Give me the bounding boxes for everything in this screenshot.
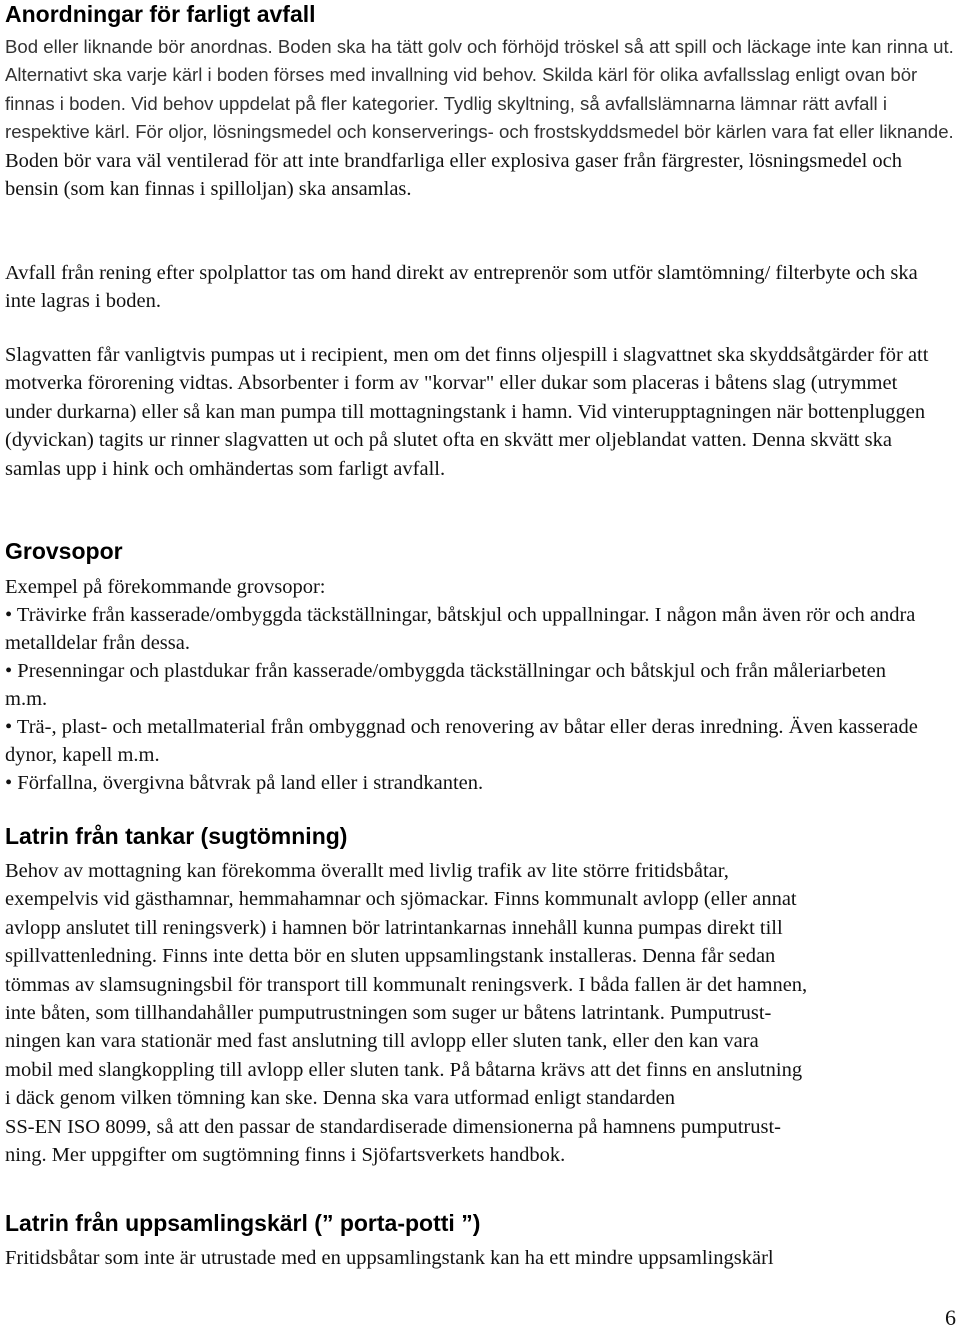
paragraph-spolplattor: Avfall från rening efter spolplattor tas om hand direkt av entreprenör som utför slamtömning/ filterbyte och ska inte lagras i boden. xyxy=(5,262,918,313)
heading-latrin-tankar: Latrin från tankar (sugtömning) xyxy=(5,823,348,849)
latrin-line: i däck genom vilken tömning kan ske. Denna ska vara utformad enligt standarden xyxy=(5,1087,676,1110)
latrin-line: spillvattenledning. Finns inte detta bör en sluten uppsamlingstank installeras. Denna får sedan xyxy=(5,945,776,968)
latrin-line: mobil med slangkoppling till avlopp eller sluten tank. På båtarna krävs att det finns en anslutning xyxy=(5,1058,803,1081)
paragraph-slagvatten: Slagvatten får vanligtvis pumpas ut i recipient, men om det finns oljespill i slagvattnet ska skyddsåtgärder för att motverka förorening vidtas. Absorbenter i form av "korvar" eller dukar som placeras i båtens slag (utrymmet under durkarna) eller så kan man pumpa till mottagningstank i hamn. Vid vinterupptagningen när bottenpluggen (dyvickan) tagits ur rinner slagvatten ut och på slutet ofta en skvätt mer oljeblandat vatten. Denna skvätt ska samlas upp i hink och omhändertas som farligt avfall. xyxy=(5,344,929,480)
grovsopor-bullet-2: • Presenningar och plastdukar från kasserade/ombyggda täckställningar och båtskjul och från måleriarbeten m.m. xyxy=(5,660,886,711)
grovsopor-bullet-3: • Trä-, plast- och metallmaterial från ombyggnad och renovering av båtar eller deras inredning. Även kasserade dynor, kapell m.m. xyxy=(5,716,918,767)
latrin-line: avlopp anslutet till reningsverk) i hamnen bör latrintankarnas innehåll kunna pumpas direkt till xyxy=(5,916,783,939)
heading-latrin-uppsamling: Latrin från uppsamlingskärl (” porta-potti ”) xyxy=(5,1210,481,1236)
latrin-line: ningen kan vara stationär med fast anslutning till avlopp eller sluten tank, eller den kan vara xyxy=(5,1030,759,1053)
latrin-line: Behov av mottagning kan förekomma överallt med livlig trafik av lite större fritidsbåtar, xyxy=(5,860,729,882)
latrin-line: exempelvis vid gästhamnar, hemmahamnar och sjömackar. Finns kommunalt avlopp (eller annat xyxy=(5,888,797,911)
paragraph-bod-sans: Bod eller liknande bör anordnas. Boden ska ha tätt golv och förhöjd tröskel så att spill och läckage inte kan rinna ut. Alternativt ska varje kärl i boden förses med invallning vid behov. Skilda kärl för olika avfallsslag enligt ovan bör finnas i boden. Vid behov uppdelat på fler kategorier. Tydlig skyltning, så avfallslämnarna lämnar rätt avfall i respektive kärl. För oljor, lösningsmedel och konserverings- och frostskyddsmedel bör kärlen vara fat eller liknande. xyxy=(5,36,954,143)
paragraph-bod-serif: Boden bör vara väl ventilerad för att inte brandfarliga eller explosiva gaser från färgrester, lösningsmedel och bensin (som kan finnas i spilloljan) ska ansamlas. xyxy=(5,149,903,201)
heading-farligt-avfall: Anordningar för farligt avfall xyxy=(5,1,316,27)
paragraph-latrin-tankar xyxy=(5,857,960,1169)
latrin-line: inte båten, som tillhandahåller pumputrustningen som suger ur båtens latrintank. Pumputrust- xyxy=(5,1002,772,1025)
latrin-line: ning. Mer uppgifter om sugtömning finns i Sjöfartsverkets handbok. xyxy=(5,1144,566,1167)
grovsopor-bullet-1: • Trävirke från kasserade/ombyggda täckställningar, båtskjul och uppallningar. I någon mån även rör och andra metalldelar från dessa. xyxy=(5,604,916,655)
grovsopor-bullet-4: • Förfallna, övergivna båtvrak på land eller i strandkanten. xyxy=(5,772,484,794)
page-number: 6 xyxy=(945,1305,956,1330)
latrin-line: tömmas av slamsugningsbil för transport till kommunalt reningsverk. I båda fallen är det hamnen, xyxy=(5,973,808,996)
paragraph-bod xyxy=(5,33,957,203)
paragraph-latrin-uppsamling: Fritidsbåtar som inte är utrustade med en uppsamlingstank kan ha ett mindre uppsamlingskärl xyxy=(5,1247,774,1269)
heading-grovsopor: Grovsopor xyxy=(5,538,123,564)
latrin-line: SS-EN ISO 8099, så att den passar de standardiserade dimensionerna på hamnens pumputrust- xyxy=(5,1115,781,1138)
grovsopor-intro: Exempel på förekommande grovsopor: xyxy=(5,576,326,598)
